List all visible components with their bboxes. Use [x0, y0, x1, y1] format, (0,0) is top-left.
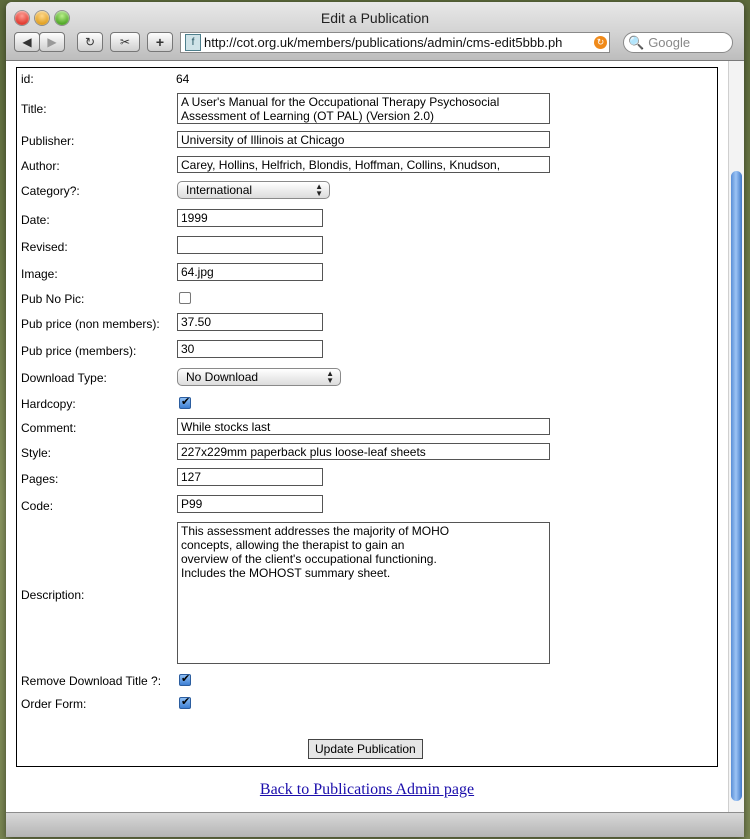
pages-label: Pages:	[21, 472, 59, 486]
description-line: overview of the client's occupational functioning.	[181, 552, 437, 566]
code-field[interactable]: P99	[177, 495, 323, 513]
hardcopy-checkbox[interactable]	[179, 397, 191, 409]
address-reload-icon[interactable]: ↻	[594, 36, 607, 49]
scrollbar-thumb[interactable]	[731, 171, 742, 801]
category-select[interactable]	[177, 181, 330, 199]
price-members-field[interactable]: 30	[177, 340, 323, 358]
page-content	[6, 61, 728, 812]
revised-label: Revised:	[21, 240, 68, 254]
hardcopy-label: Hardcopy:	[21, 397, 76, 411]
publisher-field[interactable]: University of Illinois at Chicago	[177, 131, 550, 148]
pages-field[interactable]: 127	[177, 468, 323, 486]
status-bar	[6, 812, 744, 837]
select-arrows-icon: ▲ ▼	[326, 369, 334, 385]
title-label: Title:	[21, 102, 47, 116]
image-field[interactable]: 64.jpg	[177, 263, 323, 281]
price-members-label: Pub price (members):	[21, 344, 137, 358]
id-label: id:	[21, 72, 34, 86]
comment-label: Comment:	[21, 421, 77, 435]
search-icon: 🔍	[628, 34, 645, 50]
publication-form	[16, 67, 718, 767]
style-field[interactable]: 227x229mm paperback plus loose-leaf sheets	[177, 443, 550, 460]
update-publication-button[interactable]: Update Publication	[308, 739, 423, 759]
back-button[interactable]	[14, 32, 40, 52]
order-form-checkbox[interactable]	[179, 697, 191, 709]
plus-icon: +	[155, 34, 165, 50]
description-field[interactable]	[177, 522, 550, 664]
download-type-selected-value: No Download	[186, 370, 259, 384]
address-bar[interactable]	[180, 32, 610, 53]
category-label: Category?:	[21, 184, 80, 198]
revised-field[interactable]	[177, 236, 323, 254]
category-selected-value: International	[186, 183, 253, 197]
price-non-members-label: Pub price (non members):	[21, 317, 160, 331]
back-arrow-icon: ◀	[22, 35, 32, 49]
search-field[interactable]	[623, 32, 733, 53]
download-type-label: Download Type:	[21, 371, 107, 385]
description-line: Includes the MOHOST summary sheet.	[181, 566, 391, 580]
price-non-members-field[interactable]: 37.50	[177, 313, 323, 331]
title-field[interactable]: A User's Manual for the Occupational Therapy Psychosocial Assessment of Learning (OT PAL) (Version 2.0)	[177, 93, 550, 124]
snapback-icon: ✂	[119, 35, 131, 49]
site-favicon-icon: f	[185, 34, 201, 51]
publisher-label: Publisher:	[21, 134, 75, 148]
pub-no-pic-checkbox[interactable]	[179, 292, 191, 304]
author-field[interactable]: Carey, Hollins, Helfrich, Blondis, Hoffman, Collins, Knudson,	[177, 156, 550, 173]
reload-icon: ↻	[84, 35, 96, 49]
description-line: concepts, allowing the therapist to gain an	[181, 538, 405, 552]
author-label: Author:	[21, 159, 60, 173]
remove-download-title-checkbox[interactable]	[179, 674, 191, 686]
comment-field[interactable]: While stocks last	[177, 418, 550, 435]
add-bookmark-button[interactable]	[147, 32, 173, 52]
description-line: This assessment addresses the majority of MOHO	[181, 524, 450, 538]
forward-button[interactable]	[39, 32, 65, 52]
back-to-admin-link[interactable]: Back to Publications Admin page	[259, 781, 475, 798]
download-type-select[interactable]	[177, 368, 341, 386]
vertical-scrollbar[interactable]	[728, 61, 744, 812]
remove-download-title-label: Remove Download Title ?:	[21, 674, 162, 688]
pub-no-pic-label: Pub No Pic:	[21, 292, 85, 306]
snapback-button[interactable]	[110, 32, 140, 52]
date-label: Date:	[21, 213, 50, 227]
forward-arrow-icon: ▶	[47, 35, 57, 49]
address-bar-url: http://cot.org.uk/members/publications/admin/cms-edit5bbb.ph	[204, 35, 563, 50]
search-placeholder: Google	[648, 35, 691, 50]
code-label: Code:	[21, 499, 54, 513]
image-label: Image:	[21, 267, 58, 281]
id-value: 64	[176, 72, 190, 86]
browser-window	[6, 2, 744, 837]
reload-button[interactable]	[77, 32, 103, 52]
style-label: Style:	[21, 446, 52, 460]
window-title: Edit a Publication	[320, 10, 430, 26]
order-form-label: Order Form:	[21, 697, 87, 711]
title-bar	[6, 2, 744, 61]
select-arrows-icon: ▲ ▼	[315, 182, 323, 198]
description-label: Description:	[21, 588, 85, 602]
date-field[interactable]: 1999	[177, 209, 323, 227]
